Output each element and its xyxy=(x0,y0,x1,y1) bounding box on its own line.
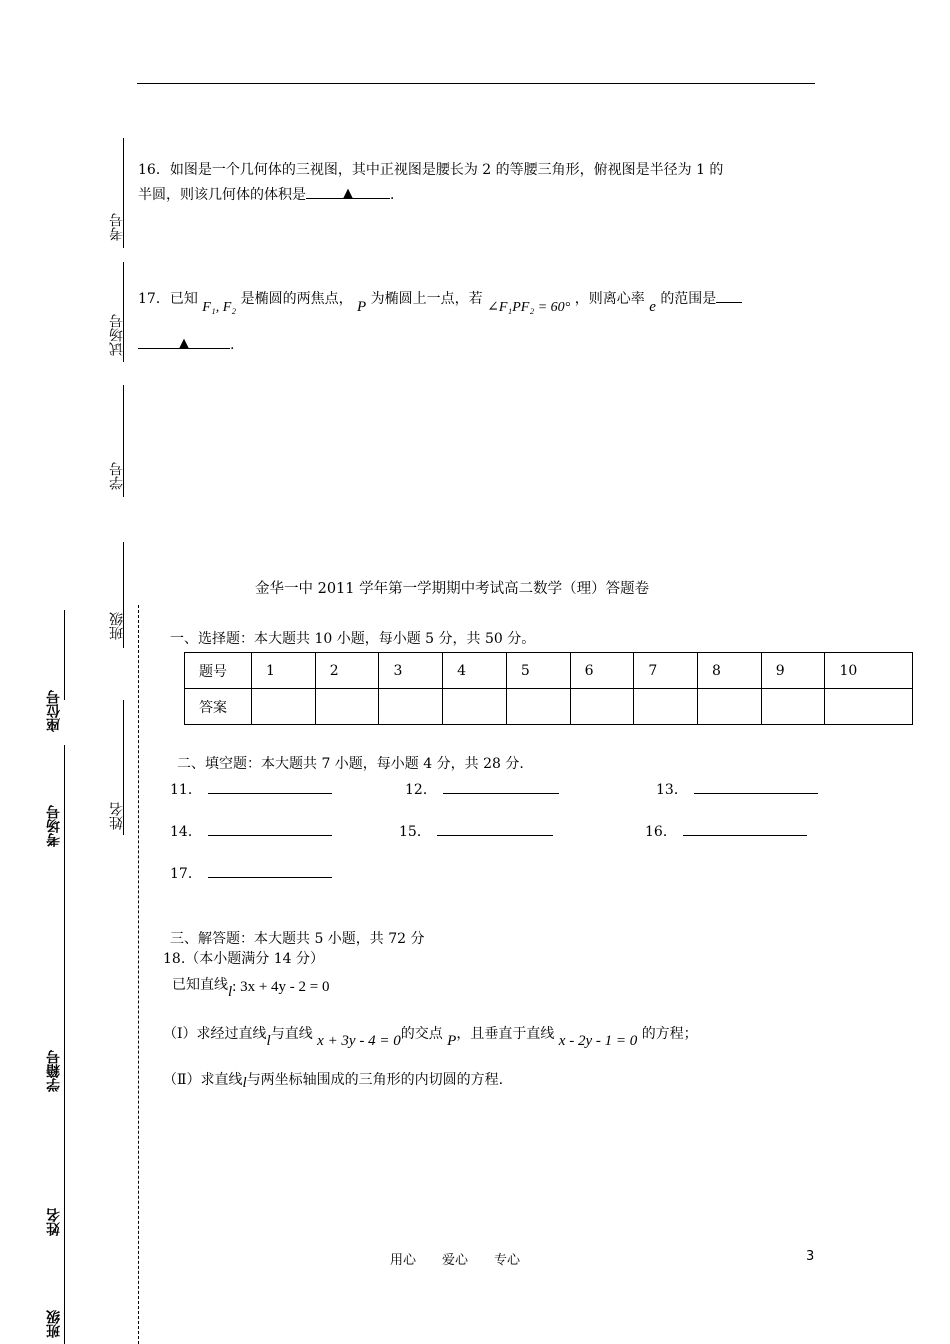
margin-label-xuehao: 学号 xyxy=(109,462,125,490)
outer-label-xingming: 姓名 xyxy=(46,1208,62,1236)
outer-line-xingming xyxy=(64,1095,65,1240)
fill-item-15 xyxy=(399,823,553,841)
part1-text-a: （Ⅰ）求经过直线 xyxy=(163,1026,267,1042)
part1-l: l xyxy=(266,1033,271,1049)
triangle-icon: ▲ xyxy=(343,186,353,201)
fill-item-11 xyxy=(170,781,332,799)
margin-label-shichanghao: 试场号 xyxy=(109,314,125,356)
fill-label: 13． xyxy=(656,782,688,798)
q17-text4: 的范围是 xyxy=(660,291,717,307)
outer-line-banji xyxy=(64,1240,65,1344)
q18-part1 xyxy=(163,1025,698,1049)
fill-item-16 xyxy=(645,823,807,841)
fill-item-14 xyxy=(170,823,332,841)
part1-equation-1: x + 3y - 4 = 0 xyxy=(317,1033,401,1049)
table-cell: 1 xyxy=(252,653,316,689)
table-cell: 8 xyxy=(698,653,762,689)
q18-line-equation: : 3x + 4y - 2 = 0 xyxy=(232,979,330,995)
outer-label-zuoweihao: 座位号 xyxy=(46,690,62,732)
table-cell: 6 xyxy=(570,653,634,689)
outer-line-xuejihao xyxy=(64,860,65,1095)
table-cell: 10 xyxy=(825,653,913,689)
fill-blank[interactable] xyxy=(208,823,332,836)
answer-cell[interactable] xyxy=(761,689,825,725)
q17-point-p: P xyxy=(357,299,367,315)
section3-heading: 三、解答题：本大题共 5 小题，共 72 分 xyxy=(170,931,425,947)
triangle-icon: ▲ xyxy=(179,336,189,351)
q18-given-prefix: 已知直线 xyxy=(172,977,228,993)
table-cell: 4 xyxy=(443,653,507,689)
answer-table xyxy=(184,652,913,725)
outer-label-banji: 班级 xyxy=(46,1310,62,1338)
fill-label: 16． xyxy=(645,824,677,840)
q17-answer-blank xyxy=(138,336,230,349)
part2-l: l xyxy=(242,1075,247,1091)
q17-line1 xyxy=(138,290,742,315)
q17-text1: 是椭圆的两焦点， xyxy=(240,291,353,307)
table-cell: 2 xyxy=(315,653,379,689)
outer-line-kaochanghao xyxy=(64,745,65,860)
answer-cell[interactable] xyxy=(825,689,913,725)
q16-line1: 16．如图是一个几何体的三视图，其中正视图是腰长为 2 的等腰三角形，俯视图是半径为 1 的 xyxy=(138,162,724,178)
fill-label: 12． xyxy=(405,782,437,798)
q18-part2 xyxy=(163,1071,503,1089)
fill-blank[interactable] xyxy=(683,823,807,836)
q17-prefix: 17．已知 xyxy=(138,291,198,307)
answer-cell[interactable] xyxy=(698,689,762,725)
q17-text3: ，则离心率 xyxy=(574,291,645,307)
answer-cell[interactable] xyxy=(252,689,316,725)
outer-line-zuoweihao xyxy=(64,610,65,700)
q17-suffix: . xyxy=(230,337,235,353)
table-cell: 9 xyxy=(761,653,825,689)
fill-blank[interactable] xyxy=(208,865,332,878)
fill-item-13 xyxy=(656,781,818,799)
part1-text-d: ，且垂直于直线 xyxy=(456,1026,555,1042)
fill-item-17 xyxy=(170,865,332,883)
table-cell: 3 xyxy=(379,653,443,689)
margin-label-banji: 班级 xyxy=(109,612,125,640)
table-row xyxy=(185,653,913,689)
q17-angle: ∠F₁PF₂ = 60° xyxy=(487,300,571,315)
q16-line2-text: 半圆，则该几何体的体积是 xyxy=(138,187,306,203)
fill-label: 15． xyxy=(399,824,431,840)
part2-text-a: （Ⅱ）求直线 xyxy=(163,1072,243,1088)
outer-label-xuejihao: 学籍号 xyxy=(46,1050,62,1092)
answer-cell[interactable] xyxy=(443,689,507,725)
binding-line xyxy=(138,605,139,1344)
fill-blank[interactable] xyxy=(437,823,553,836)
q17-e: e xyxy=(649,299,656,315)
footer-motto: 用心 爱心 专心 xyxy=(390,1253,521,1268)
q18-heading: 18.（本小题满分 14 分） xyxy=(163,951,324,967)
margin-label-xingming: 姓名 xyxy=(109,802,125,830)
page-number: 3 xyxy=(806,1249,815,1264)
part2-text-b: 与两坐标轴围成的三角形的内切圆的方程. xyxy=(246,1072,504,1088)
fill-blank[interactable] xyxy=(208,781,332,794)
q17-blank-start xyxy=(716,290,742,303)
part1-text-e: 的方程； xyxy=(641,1026,698,1042)
fill-blank[interactable] xyxy=(443,781,559,794)
q17-text2: 为椭圆上一点，若 xyxy=(370,291,483,307)
answer-cell[interactable] xyxy=(315,689,379,725)
table-cell: 5 xyxy=(506,653,570,689)
outer-label-kaochanghao: 考场号 xyxy=(46,805,62,847)
fill-label: 17． xyxy=(170,866,202,882)
margin-label-kaohao: 考号 xyxy=(109,213,125,241)
part1-point-p: P xyxy=(447,1033,457,1049)
q18-line-l: l xyxy=(228,984,233,1000)
answer-cell[interactable] xyxy=(634,689,698,725)
q16-line2 xyxy=(138,186,404,204)
q16-line2-suffix: ． xyxy=(390,187,404,203)
sheet-title: 金华一中 2011 学年第一学期期中考试高二数学（理）答题卷 xyxy=(255,581,650,597)
part1-equation-2: x - 2y - 1 = 0 xyxy=(558,1033,638,1049)
q18-given xyxy=(172,976,330,1000)
fill-label: 14． xyxy=(170,824,202,840)
fill-blank[interactable] xyxy=(694,781,818,794)
part1-text-b: 与直线 xyxy=(270,1026,313,1042)
table-row xyxy=(185,689,913,725)
answer-cell[interactable] xyxy=(570,689,634,725)
table-cell-head: 答案 xyxy=(185,689,252,725)
fill-item-12 xyxy=(405,781,559,799)
table-cell: 7 xyxy=(634,653,698,689)
q16-answer-blank xyxy=(306,186,390,199)
fill-label: 11． xyxy=(170,782,202,798)
q17-line2 xyxy=(138,336,234,354)
header-rule xyxy=(137,83,815,84)
section1-heading: 一、选择题：本大题共 10 小题，每小题 5 分，共 50 分。 xyxy=(170,631,536,647)
section2-heading: 二、填空题：本大题共 7 小题，每小题 4 分，共 28 分. xyxy=(177,756,524,772)
answer-cell[interactable] xyxy=(379,689,443,725)
answer-cell[interactable] xyxy=(506,689,570,725)
part1-text-c: 的交点 xyxy=(400,1026,443,1042)
table-cell-head: 题号 xyxy=(185,653,252,689)
q17-foci: F₁, F₂ xyxy=(202,300,237,315)
